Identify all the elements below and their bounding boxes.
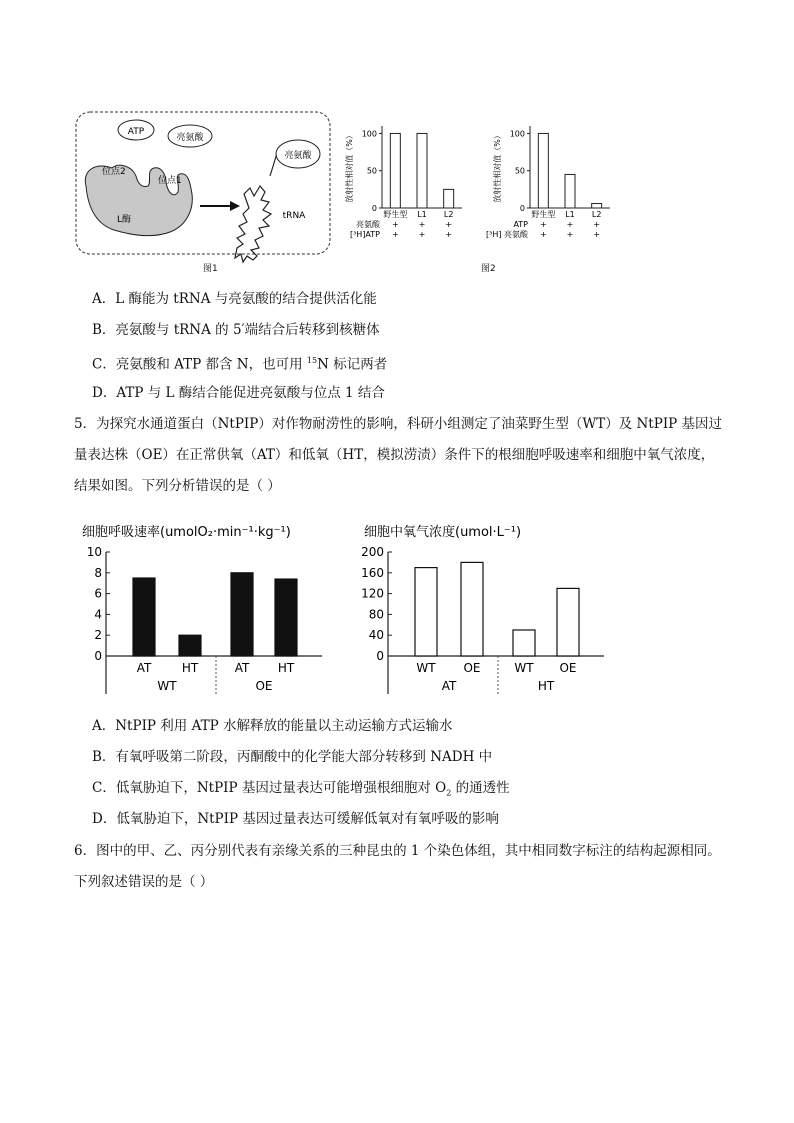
q4-option-b: B．亮氨酸与 tRNA 的 5′端结合后转移到核糖体 (92, 322, 380, 338)
y-tick-label: 0 (376, 649, 384, 663)
condition-label: [³H] 亮氨酸 (485, 230, 528, 239)
y-axis-label: 放射性相对值（%） (345, 131, 354, 203)
x-tick-label: WT (514, 661, 534, 675)
figure2-caption: 图2 (481, 264, 496, 274)
x-tick-label: HT (181, 661, 199, 675)
x-tick-label: 野生型 (383, 210, 408, 219)
q6-stem-line2: 下列叙述错误的是（ ） (74, 874, 214, 890)
chart-title: 细胞呼吸速率(umolO₂·min⁻¹·kg⁻¹) (82, 525, 291, 540)
x-tick-label: AT (234, 661, 250, 675)
q5-option-a: A．NtPIP 利用 ATP 水解释放的能量以主动运输方式运输水 (92, 718, 453, 734)
figure1-diagram (74, 110, 334, 258)
q5-option-c-text: C．低氧胁迫下，NtPIP 基因过量表达可能增强根细胞对 O (92, 780, 447, 796)
q4-option-c-text: C．亮氨酸和 ATP 都含 N，也可用 (92, 356, 307, 373)
condition-mark: + (445, 220, 453, 229)
bar (390, 133, 400, 208)
oxygen-concentration-chart (361, 518, 626, 700)
q5-option-d: D．低氧胁迫下，NtPIP 基因过量表达可缓解低氧对有氧呼吸的影响 (92, 811, 499, 827)
y-tick-label: 50 (514, 166, 525, 176)
figure1-caption: 图1 (203, 264, 218, 274)
bar (557, 588, 579, 656)
y-tick-label: 2 (94, 628, 102, 643)
condition-mark: + (593, 220, 601, 229)
bar (133, 578, 155, 656)
q5-stem-line1: 5．为探究水通道蛋白（NtPIP）对作物耐涝性的影响，科研小组测定了油菜野生型（WT）及 NtPIP 基因过 (74, 416, 723, 432)
figure2-chart-left (342, 118, 474, 250)
y-tick-label: 0 (371, 204, 377, 213)
condition-mark: + (391, 220, 399, 229)
group-label: WT (157, 679, 177, 693)
x-tick-label: AT (136, 661, 152, 675)
q4-option-c-tail: N 标记两者 (317, 356, 388, 373)
q4-option-d: D．ATP 与 L 酶结合能促进亮氨酸与位点 1 结合 (92, 385, 385, 401)
q6-stem-line1: 6．图中的甲、乙、丙分别代表有亲缘关系的三种昆虫的 1 个染色体组，其中相同数字标注的结构起源相同。 (74, 843, 721, 859)
condition-mark: + (539, 220, 547, 229)
bar (592, 204, 602, 208)
q4-option-c-superscript: 15 (306, 356, 318, 365)
y-tick-label: 40 (368, 628, 384, 643)
y-axis-label: 放射性相对值（%） (493, 131, 502, 203)
leucine-label: 亮氨酸 (176, 133, 204, 143)
y-tick-label: 160 (361, 565, 384, 580)
group-label: AT (441, 679, 457, 693)
condition-mark: + (539, 230, 547, 239)
q5-option-c-tail: 的通透性 (451, 780, 510, 796)
site1-label: 位点1 (158, 176, 182, 186)
y-tick-label: 80 (368, 607, 384, 622)
y-tick-label: 4 (94, 607, 102, 622)
q5-option-b: B．有氧呼吸第二阶段，丙酮酸中的化学能大部分转移到 NADH 中 (92, 749, 493, 765)
bar (565, 174, 575, 208)
trna-label: tRNA (282, 211, 306, 221)
group-label: OE (255, 679, 273, 693)
y-tick-label: 0 (94, 649, 102, 663)
bar (417, 133, 427, 208)
y-tick-label: 100 (361, 129, 377, 139)
chart-title: 细胞中氧气浓度(umol·L⁻¹) (364, 525, 522, 540)
condition-label: [³H]ATP (349, 230, 380, 239)
y-tick-label: 200 (361, 545, 384, 559)
y-tick-label: 100 (509, 129, 525, 139)
bar (415, 568, 437, 656)
respiration-rate-chart (82, 518, 344, 700)
x-tick-label: OE (559, 661, 577, 675)
y-tick-label: 50 (366, 166, 377, 176)
bar (461, 562, 483, 656)
x-tick-label: HT (277, 661, 295, 675)
arrow-icon (230, 201, 240, 211)
y-tick-label: 0 (519, 204, 525, 213)
x-tick-label: L2 (443, 210, 454, 219)
y-tick-label: 120 (361, 586, 384, 601)
condition-mark: + (391, 230, 399, 239)
leucine-bound-label: 亮氨酸 (284, 151, 312, 161)
condition-mark: + (566, 220, 574, 229)
q5-stem-line3: 结果如图。下列分析错误的是（ ） (74, 478, 281, 494)
bar (538, 133, 548, 208)
group-label: HT (537, 679, 555, 693)
bar (231, 573, 253, 656)
bar (444, 189, 454, 208)
condition-mark: + (418, 220, 426, 229)
x-tick-label: OE (463, 661, 481, 675)
x-tick-label: L1 (417, 210, 427, 219)
y-tick-label: 10 (86, 545, 102, 559)
y-tick-label: 8 (94, 565, 102, 580)
atp-label: ATP (127, 127, 145, 137)
q5-option-c (92, 779, 510, 803)
x-tick-label: L2 (591, 210, 602, 219)
x-tick-label: 野生型 (531, 210, 556, 219)
bar (275, 579, 297, 656)
bar (179, 635, 201, 656)
q4-option-a: A．L 酶能为 tRNA 与亮氨酸的结合提供活化能 (92, 291, 377, 307)
y-tick-label: 6 (94, 586, 102, 601)
condition-mark: + (418, 230, 426, 239)
condition-mark: + (445, 230, 453, 239)
site2-label: 位点2 (102, 167, 126, 177)
x-tick-label: L1 (565, 210, 575, 219)
condition-mark: + (593, 230, 601, 239)
bar (513, 630, 535, 656)
q5-option-c-subscript: 2 (446, 788, 452, 798)
x-tick-label: WT (416, 661, 436, 675)
figure2-chart-right (474, 118, 622, 250)
trna-shape (235, 186, 271, 262)
q4-option-c (92, 352, 387, 374)
l-enzyme-label: L酶 (116, 215, 132, 225)
q5-stem-line2: 量表达株（OE）在正常供氧（AT）和低氧（HT，模拟涝渍）条件下的根细胞呼吸速率和细胞中氧气浓度， (74, 447, 715, 463)
condition-label: ATP (513, 220, 528, 229)
condition-label: 亮氨酸 (356, 220, 380, 229)
condition-mark: + (566, 230, 574, 239)
